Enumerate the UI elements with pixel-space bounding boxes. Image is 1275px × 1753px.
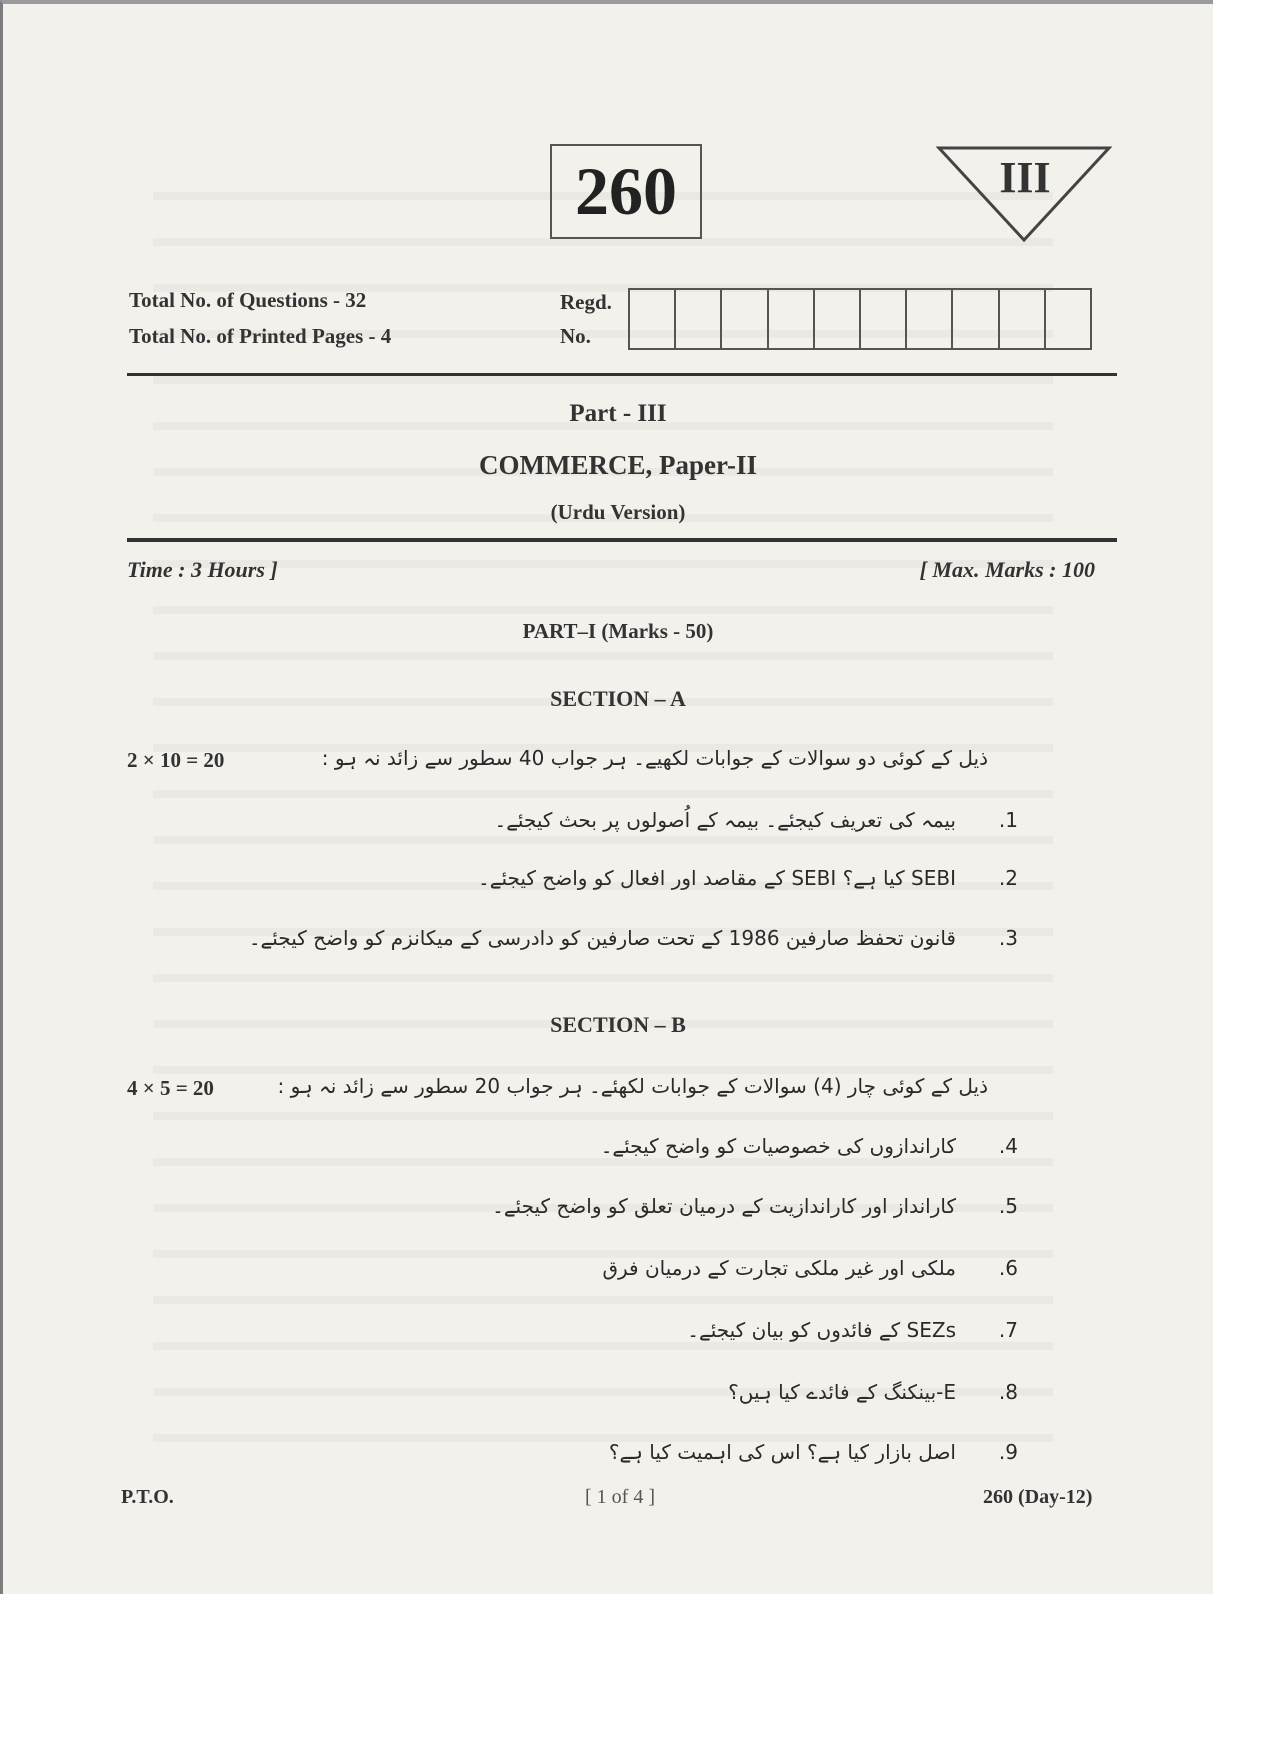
- total-questions: Total No. of Questions - 32: [129, 288, 367, 312]
- max-marks: [ Max. Marks : 100: [919, 557, 1095, 582]
- question-text: کارانداز اور کاراندازیت کے درمیان تعلق کو واضح کیجئے۔: [492, 1194, 956, 1218]
- section-a-heading: SECTION – A: [550, 686, 686, 711]
- question-5: [492, 1194, 1018, 1218]
- question-7: [687, 1318, 1018, 1342]
- question-text: SEZs کے فائدوں کو بیان کیجئے۔: [687, 1318, 956, 1342]
- question-number: .1: [998, 808, 1018, 832]
- total-pages: Total No. of Printed Pages - 4: [129, 324, 392, 348]
- question-number: .5: [998, 1194, 1018, 1218]
- section-b-instruction: ذیل کے کوئی چار (4) سوالات کے جوابات لکھئے۔ ہر جواب 20 سطور سے زائد نہ ہو :: [277, 1074, 988, 1098]
- footer-paper-code: 260 (Day-12): [983, 1486, 1093, 1508]
- part1-heading: PART–I (Marks - 50): [522, 619, 714, 643]
- regd-cell[interactable]: [630, 290, 676, 348]
- question-number: .6: [998, 1256, 1018, 1280]
- regd-no-label: No.: [560, 324, 591, 348]
- question-number: .9: [998, 1440, 1018, 1464]
- page-number: [ 1 of 4 ]: [585, 1486, 655, 1508]
- question-text: قانون تحفظ صارفین 1986 کے تحت صارفین کو دادرسی کے میکانزم کو واضح کیجئے۔: [248, 926, 956, 950]
- section-b-heading: SECTION – B: [550, 1012, 686, 1037]
- divider-top: [127, 373, 1117, 376]
- regd-cell[interactable]: [769, 290, 815, 348]
- exam-time: Time : 3 Hours ]: [127, 557, 278, 582]
- regd-cell[interactable]: [861, 290, 907, 348]
- question-number: .2: [998, 866, 1018, 890]
- regd-cell[interactable]: [815, 290, 861, 348]
- pto-label: P.T.O.: [121, 1486, 174, 1508]
- part-roman-numeral: III: [999, 153, 1051, 202]
- regd-cell[interactable]: [953, 290, 999, 348]
- section-a-marks: 2 × 10 = 20: [127, 748, 225, 772]
- question-text: اصل بازار کیا ہے؟ اس کی اہمیت کیا ہے؟: [608, 1440, 956, 1464]
- question-3: [249, 926, 1018, 950]
- subject-title: COMMERCE, Paper-II: [479, 450, 757, 480]
- question-number: .3: [998, 926, 1018, 950]
- question-text: SEBI کیا ہے؟ SEBI کے مقاصد اور افعال کو واضح کیجئے۔: [478, 866, 956, 890]
- section-a-instruction: ذیل کے کوئی دو سوالات کے جوابات لکھیے۔ ہر جواب 40 سطور سے زائد نہ ہو :: [321, 746, 988, 770]
- question-number: .7: [998, 1318, 1018, 1342]
- section-b-marks: 4 × 5 = 20: [127, 1076, 214, 1100]
- question-9: [609, 1440, 1018, 1464]
- question-text: ملکی اور غیر ملکی تجارت کے درمیان فرق: [602, 1256, 956, 1280]
- regd-label: Regd.: [560, 290, 612, 314]
- question-6: [602, 1256, 1018, 1280]
- question-number: .4: [998, 1134, 1018, 1158]
- divider-bottom: [127, 538, 1117, 542]
- regd-cell[interactable]: [1046, 290, 1090, 348]
- question-2: [478, 866, 1018, 890]
- question-text: بیمہ کی تعریف کیجئے۔ بیمہ کے اُصولوں پر بحث کیجئے۔: [494, 808, 956, 832]
- paper-code-box: 260: [550, 144, 702, 239]
- registration-number-grid: [628, 288, 1092, 350]
- part-title: Part - III: [569, 400, 667, 427]
- regd-cell[interactable]: [907, 290, 953, 348]
- regd-cell[interactable]: [676, 290, 722, 348]
- question-4: [601, 1134, 1018, 1158]
- question-number: .8: [998, 1380, 1018, 1404]
- question-1: [494, 808, 1018, 832]
- version-label: (Urdu Version): [550, 500, 686, 524]
- question-text: E-بینکنگ کے فائدے کیا ہیں؟: [728, 1380, 956, 1404]
- regd-cell[interactable]: [722, 290, 768, 348]
- question-text: کاراندازوں کی خصوصیات کو واضح کیجئے۔: [600, 1134, 956, 1158]
- regd-cell[interactable]: [1000, 290, 1046, 348]
- question-8: [728, 1380, 1018, 1404]
